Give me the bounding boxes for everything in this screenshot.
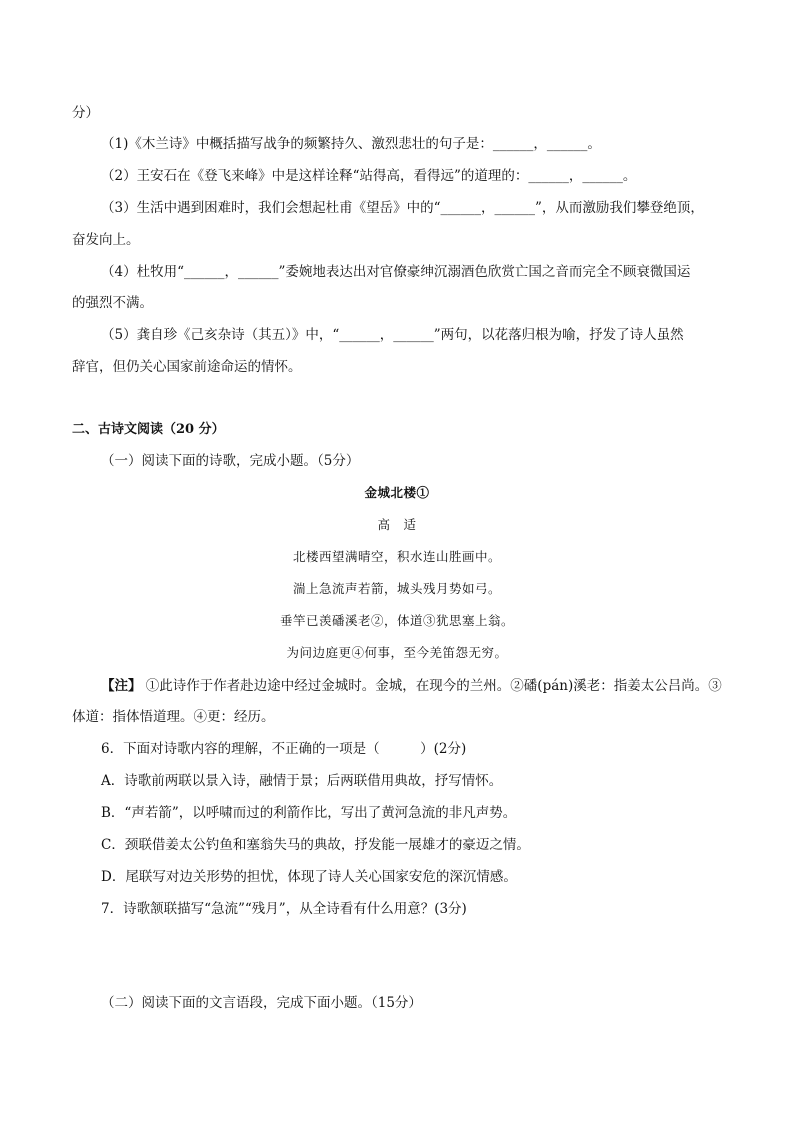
question-6-option-b: B．“声若箭”，以呼啸而过的利箭作比，写出了黄河急流的非凡声势。 — [101, 805, 517, 821]
question-2: （2）王安石在《登飞来峰》中是这样诠释“站得高，看得远”的道理的：______，______。 — [101, 168, 637, 184]
poem-author: 高 适 — [377, 517, 417, 532]
poem-line-2: 湍上急流声若箭，城头残月势如弓。 — [292, 581, 501, 596]
part2-intro: （二）阅读下面的文言语段，完成下面小题。（15分） — [101, 995, 422, 1011]
note-line2: 体道：指体悟道理。④更：经历。 — [72, 709, 275, 725]
poem-title: 金城北楼① — [364, 485, 430, 500]
question-7: 7．诗歌颔联描写“急流”“残月”，从全诗看有什么用意？(3分) — [101, 901, 467, 917]
question-5-line1: （5）龚自珍《己亥杂诗（其五）》中，“______，______”两句，以花落归根为喻，抒发了诗人虽然 — [101, 327, 684, 343]
question-6-option-c: C．颈联借姜太公钓鱼和塞翁失马的典故，抒发能一展雄才的豪迈之情。 — [101, 837, 530, 853]
poem-line-4: 为问边庭更④何事，至今羌笛怨无穷。 — [286, 645, 508, 660]
question-3-line2: 奋发向上。 — [72, 232, 140, 248]
note-line1 — [101, 677, 722, 695]
question-6-option-a: A．诗歌前两联以景入诗，融情于景；后两联借用典故，抒写情怀。 — [101, 773, 503, 789]
note-text: ①此诗作于作者赴边途中经过金城时。金城，在现今的兰州。②磻(pán)溪老：指姜太公吕尚。③ — [145, 678, 722, 694]
question-4-line2: 的强烈不满。 — [72, 295, 153, 311]
poem-line-3: 垂竿已羡磻溪老②，体道③犹思塞上翁。 — [279, 613, 514, 628]
section2-heading: 二、古诗文阅读（20 分） — [72, 422, 225, 437]
question-6: 6．下面对诗歌内容的理解，不正确的一项是（ ）(2分) — [101, 741, 467, 757]
question-5-line2: 辞官，但仍关心国家前途命运的情怀。 — [72, 359, 302, 375]
question-3-line1: （3）生活中遇到困难时，我们会想起杜甫《望岳》中的“______，______”，从而激励我们攀登绝顶， — [101, 200, 704, 216]
question-1: （1)《木兰诗》中概括描写战争的频繁持久、激烈悲壮的句子是：______，______。 — [101, 136, 601, 152]
note-label: 【注】 — [101, 678, 142, 694]
question-4-line1: （4）杜牧用“______，______”委婉地表达出对官僚豪绅沉溺酒色欣赏亡国之音而完全不顾衰微国运 — [101, 264, 691, 280]
part1-intro: （一）阅读下面的诗歌，完成小题。（5分） — [101, 453, 360, 469]
section1-tail: 分） — [72, 105, 99, 121]
question-6-option-d: D．尾联写对边关形势的担忧，体现了诗人关心国家安危的深沉情感。 — [101, 869, 517, 885]
poem-line-1: 北楼西望满晴空，积水连山胜画中。 — [292, 549, 501, 564]
